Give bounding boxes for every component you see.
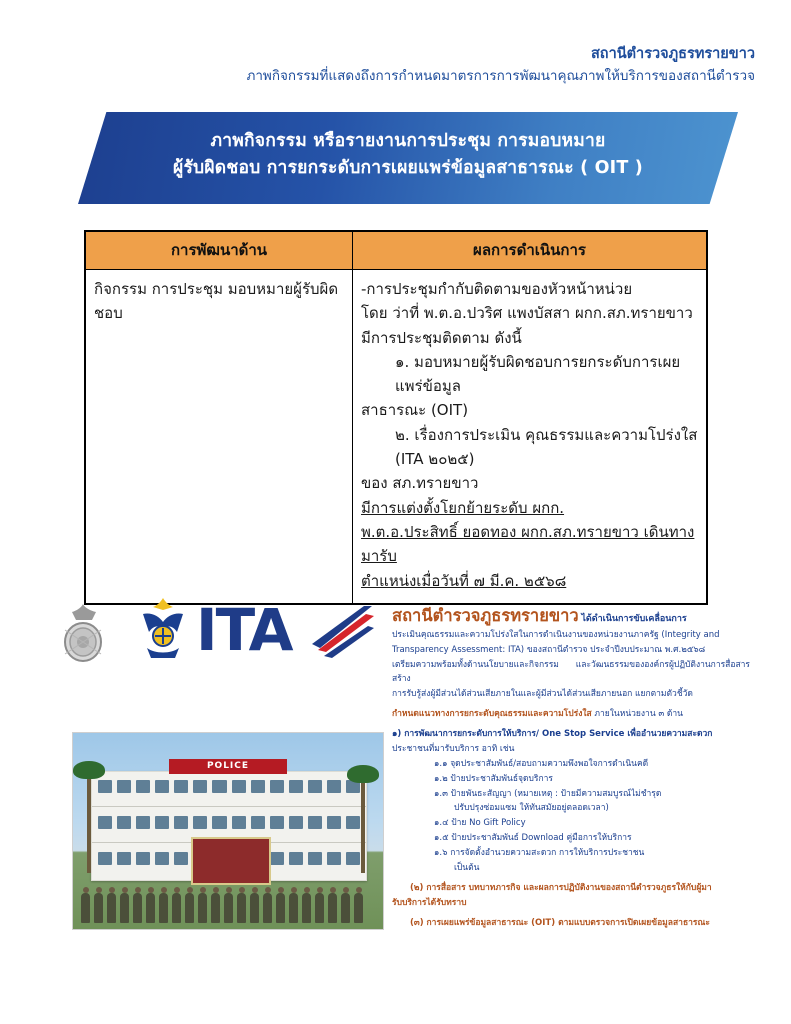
- bottom-section: [0, 580, 791, 980]
- narrative-title-tail: ได้ดำเนินการขับเคลื่อนการ: [581, 614, 687, 624]
- header-subtitle: ภาพกิจกรรมที่แสดงถึงการกำหนดมาตรการการพัฒนาคุณภาพให้บริการของสถานีตำรวจ: [246, 67, 755, 84]
- narrative-item-1: ๑) การพัฒนาการยกระดับการให้บริการ/ One Stop Service เพื่ออำนวยความสะดวก: [392, 729, 713, 739]
- narrative-heading-line: [392, 707, 750, 722]
- narrative-title-line: [392, 606, 750, 628]
- table-header-result: ผลการดำเนินการ: [353, 232, 707, 270]
- banner-text: [78, 112, 738, 182]
- title-banner: [78, 112, 738, 204]
- result-line-1: -การประชุมกำกับติดตามของหัวหน้าหน่วย: [361, 280, 633, 298]
- narrative-p1-line4: การรับรู้ส่งผู้มีส่วนได้ส่วนเสียภายในและผู้มีส่วนได้ส่วนเสียภายนอก แยกตามตัวชี้วัด: [392, 689, 693, 700]
- narrative-sub-1-end: เป็นต้น: [454, 862, 480, 873]
- header-station-name: สถานีตำรวจภูธรทรายขาว: [590, 46, 755, 62]
- narrative-item-3: (๓) การเผยแพร่ข้อมูลสาธารณะ (OIT) ตามแบบตรวจการเปิดเผยข้อมูลสาธารณะ: [410, 917, 710, 928]
- photo-window-row: [98, 780, 360, 793]
- cell-result-detail: [353, 270, 707, 604]
- palm-tree-icon: [87, 773, 91, 873]
- photo-crowd: [81, 881, 375, 923]
- narrative-sub-1-2: ๑.๒ ป้ายประชาสัมพันธ์จุดบริการ: [434, 773, 553, 784]
- table-header-row: [86, 232, 707, 270]
- document-header: [246, 44, 755, 86]
- result-line-2: โดย ว่าที่ พ.ต.อ.ปวริศ แพงบัสสา ผกก.สภ.ทรายขาว: [361, 304, 693, 323]
- narrative-heading-tail: ภายในหน่วยงาน ๓ ด้าน: [594, 709, 683, 720]
- result-line-10: ตำแหน่งเมื่อวันที่ ๗ มี.ค. ๒๕๖๘: [361, 571, 567, 590]
- activity-table: [84, 230, 708, 605]
- photo-window-row: [98, 816, 360, 829]
- svg-text:ITA: ITA: [196, 598, 292, 664]
- result-line-4: ๑. มอบหมายผู้รับผิดชอบการยกระดับการเผยแพร่ข้อมูล: [395, 352, 681, 396]
- narrative-p1-line1: ประเมินคุณธรรมและความโปร่งใสในการดำเนินงานของหน่วยงานภาครัฐ (Integrity and: [392, 629, 720, 640]
- narrative-sub-1-1: ๑.๑ จุดประชาสัมพันธ์/สอบถามความพึงพอใจการดำเนินคดี: [434, 758, 649, 769]
- ita-logo: [196, 598, 374, 664]
- result-line-7: ของ สภ.ทรายขาว: [361, 474, 479, 493]
- result-line-6: ๒. เรื่องการประเมิน คุณธรรมและความโปร่งใส (ITA ๒๐๒๕): [395, 425, 698, 469]
- station-photo: [72, 732, 384, 930]
- photo-entrance: [191, 837, 271, 885]
- police-sign: POLICE: [169, 759, 287, 774]
- banner-line-2: ผู้รับผิดชอบ การยกระดับการเผยแพร่ข้อมูลสาธารณะ ( OIT ): [172, 158, 644, 179]
- result-line-9: พ.ต.อ.ประสิทธิ์ ยอดทอง ผกก.สภ.ทรายขาว เดินทางมารับ: [361, 522, 695, 566]
- narrative-item-2-cont: รับบริการได้รับทราบ: [392, 897, 467, 908]
- narrative-sub-1-6: ๑.๖ การจัดตั้งอำนวยความสะดวก การให้บริการประชาชน: [434, 848, 645, 858]
- garuda-emblem-icon: [137, 596, 189, 662]
- photo-floor-line: [92, 806, 366, 807]
- narrative-text-block: [392, 606, 750, 930]
- table-header-development: การพัฒนาด้าน: [86, 232, 353, 270]
- result-line-5: สาธารณะ (OIT): [361, 401, 469, 420]
- banner-line-1: ภาพกิจกรรม หรือรายงานการประชุม การมอบหมาย: [210, 131, 606, 151]
- cell-development-activity: กิจกรรม การประชุม มอบหมายผู้รับผิดชอบ: [86, 270, 353, 604]
- table-row: [86, 270, 707, 604]
- palm-tree-icon: [361, 777, 365, 873]
- police-medal-icon: [52, 600, 114, 666]
- narrative-sub-1-5: ๑.๕ ป้ายประชาสัมพันธ์ Download คู่มือการให้บริการ: [434, 833, 632, 844]
- narrative-heading: กำหนดแนวทางการยกระดับคุณธรรมและความโปร่งใส: [392, 709, 592, 720]
- narrative-item-1-cont: ประชาชนที่มารับบริการ อาทิ เช่น: [392, 743, 515, 754]
- narrative-p1-line3: เตรียมความพร้อมทั้งด้านนโยบายและกิจกรรม และวัฒนธรรมขององค์กรผู้ปฏิบัติงานการสื่อสารสร้าง: [392, 659, 750, 685]
- narrative-sub-1-3-cont: ปรับปรุงซ่อมแซม ให้ทันสมัยอยู่ตลอดเวลา): [454, 803, 609, 814]
- result-line-3: มีการประชุมติดตาม ดังนี้: [361, 328, 522, 347]
- narrative-item-2: (๒) การสื่อสาร บทบาทภารกิจ และผลการปฏิบัติงานของสถานีตำรวจภูธรให้กับผู้มา: [410, 882, 712, 893]
- narrative-p1-line2: Transparency Assessment: ITA) ของสถานีตำรวจ ประจำปีงบประมาณ พ.ศ.๒๕๖๘: [392, 644, 706, 655]
- narrative-title: สถานีตำรวจภูธรทรายขาว: [392, 606, 579, 625]
- narrative-sub-1-4: ๑.๔ ป้าย No Gift Policy: [434, 818, 526, 829]
- result-line-8: มีการแต่งตั้งโยกย้ายระดับ ผกก.: [361, 498, 565, 517]
- narrative-sub-1-3: ๑.๓ ป้ายพันธะสัญญา (หมายเหตุ : ป้ายมีความสมบูรณ์ไม่ชำรุด: [434, 788, 662, 799]
